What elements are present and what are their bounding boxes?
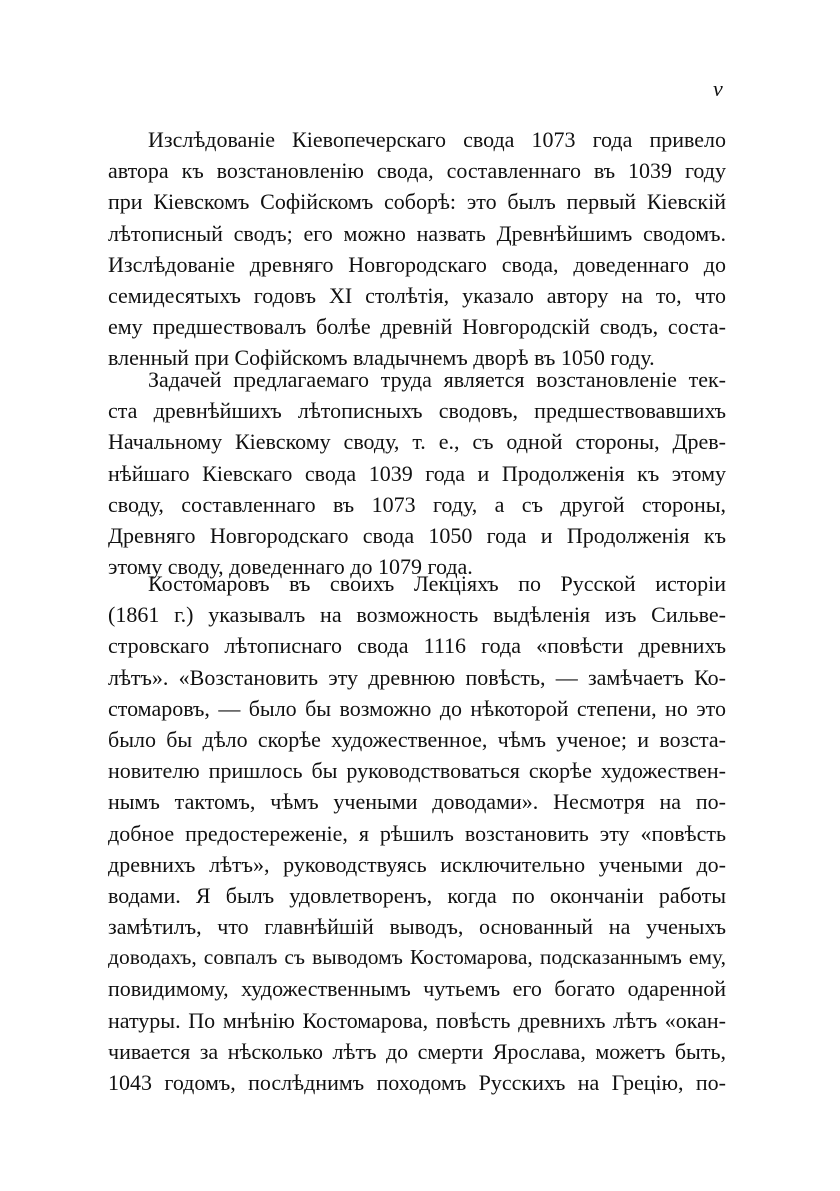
text-line: нымъ тактомъ, чѣмъ учеными доводами». Несмотря на по- [108,789,726,815]
text-line: этому своду, доведеннаго до 1079 года. [108,554,473,580]
paragraph [108,364,726,582]
text-line: доводахъ, совпалъ съ выводомъ Костомарова, подсказаннымъ ему, [108,945,726,970]
text-line: добное предостереженіе, я рѣшилъ возстановить эту «повѣсть [108,820,726,846]
text-line: Изслѣдованіе древняго Новгородскаго свода, доведеннаго до [108,251,726,277]
text-line: водами. Я былъ удовлетворенъ, когда по окончаніи работы [108,882,726,908]
text-line: чивается за нѣсколько лѣтъ до смерти Ярослава, можетъ быть, [108,1038,726,1064]
text-line: Древняго Новгородскаго свода 1050 года и Продолженія къ [108,522,726,548]
text-line: новителю пришлось бы руководствоваться скорѣе художествен- [108,758,726,784]
text-line: Костомаровъ въ своихъ Лекціяхъ по Русской исторіи [148,571,726,596]
text-line: древнихъ лѣтъ», руководствуясь исключительно учеными до- [108,851,726,877]
text-line: Изслѣдованіе Кіевопечерскаго свода 1073 года привело [148,127,726,152]
text-line: стровскаго лѣтописнаго свода 1116 года «повѣсти древнихъ [108,633,726,659]
text-line: натуры. По мнѣнію Костомарова, повѣсть древнихъ лѣтъ «окан- [108,1007,726,1033]
text-line: ста древнѣйшихъ лѣтописныхъ сводовъ, предшествовавшихъ [108,398,726,424]
text-line: своду, составленнаго въ 1073 году, а съ другой стороны, [108,491,726,517]
text-line: было бы дѣло скорѣе художественное, чѣмъ ученое; и возста- [108,726,726,752]
text-line: лѣтописный сводъ; его можно назвать Древнѣйшимъ сводомъ. [108,220,726,246]
text-line: автора къ возстановленію свода, составленнаго въ 1039 году [108,158,726,184]
text-line: нѣйшаго Кіевскаго свода 1039 года и Продолженія къ этому [108,460,726,486]
text-line: (1861 г.) указывалъ на возможность выдѣленія изъ Сильве- [108,602,726,628]
text-line: Задачей предлагаемаго труда является возстановленіе тек- [148,367,726,392]
page-number: v [713,76,723,101]
text-line: 1043 годомъ, послѣднимъ походомъ Русскихъ на Грецію, по- [108,1070,726,1095]
text-line: повидимому, художественнымъ чутьемъ его богато одаренной [108,976,726,1002]
paragraph [108,124,726,374]
text-line: лѣтъ». «Возстановить эту древнюю повѣсть, — замѣчаетъ Ко- [108,664,726,690]
text-line: замѣтилъ, что главнѣйшій выводъ, основанный на ученыхъ [108,914,726,940]
paragraph [108,568,726,1098]
text-line: ему предшествовалъ болѣе древній Новгородскій сводъ, соста- [108,314,726,340]
text-line: Начальному Кіевскому своду, т. е., съ одной стороны, Древ- [108,429,726,455]
text-line: стомаровъ, — было бы возможно до нѣкоторой степени, но это [108,695,726,721]
text-line: при Кіевскомъ Софійскомъ соборѣ: это былъ первый Кіевскій [108,189,726,215]
text-line: вленный при Софійскомъ владычнемъ дворѣ въ 1050 году. [108,345,655,371]
text-line: семидесятыхъ годовъ XI столѣтія, указало автору на то, что [108,282,726,308]
